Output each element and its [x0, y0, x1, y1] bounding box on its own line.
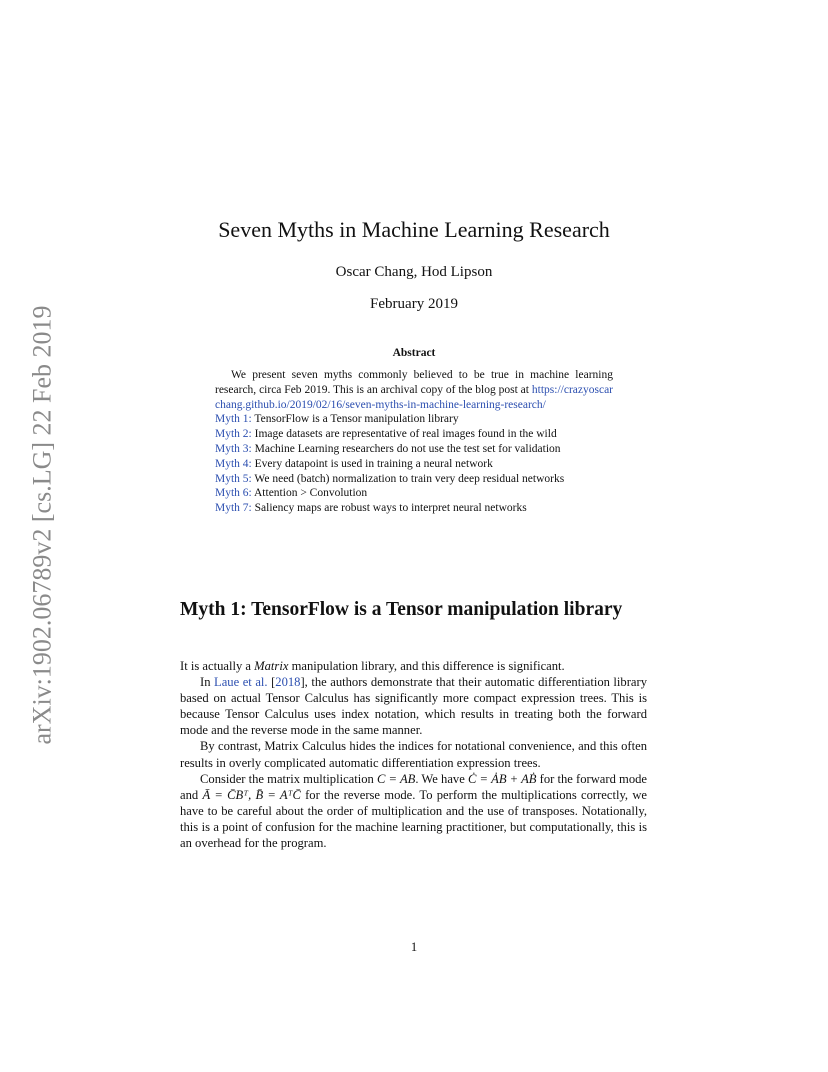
myth-list-item [215, 472, 613, 487]
p4-text-c: for the forward mode and [180, 771, 648, 802]
p2-text-end: , the authors demonstrate that their automatic differentiation library based on actual Tensor Calculus has significantly more compact expression trees. This is because Tensor Calculus uses index notation, which results in treating both the forward mode and the reverse mode in the same manner. [180, 675, 647, 738]
myth-5-text: We need (batch) normalization to train very deep residual networks [254, 472, 565, 485]
section-heading: Myth 1: TensorFlow is a Tensor manipulation library [180, 599, 623, 620]
paragraph-4 [180, 771, 647, 851]
citation-laue-link[interactable]: Laue et al. [214, 675, 268, 690]
myth-5-link[interactable]: Myth 5: [215, 472, 252, 485]
myth-2-link[interactable]: Myth 2: [215, 428, 252, 441]
equation-forward-mode: Ċ = ȦB + AḂ [467, 771, 537, 786]
myth-list-item [215, 442, 613, 457]
equation-c-ab: C = AB [376, 771, 416, 786]
myth-4-text: Every datapoint is used in training a neural network [254, 457, 493, 470]
paper-date: February 2019 [370, 296, 458, 312]
paragraph-2: In Laue et al. [2018], the authors demonstrate that their automatic differentiation library based on actual Tensor Calculus has significantly more compact expression trees. This is because Tensor Calculus uses index notation, which results in treating both the forward mode and the reverse mode in the same manner. [180, 675, 647, 738]
myth-list-item [215, 486, 613, 501]
paragraph-3: By contrast, Matrix Calculus hides the indices for notational convenience, and this often results in overly complicated automatic differentiation expression trees. [180, 739, 647, 770]
p4-text-b: . We have [415, 771, 468, 786]
p1-text: It is actually a [180, 659, 255, 673]
myth-list-item [215, 457, 613, 472]
myth-1-link[interactable]: Myth 1: [215, 413, 252, 426]
paper-authors: Oscar Chang, Hod Lipson [335, 264, 493, 280]
abstract-body [215, 368, 613, 516]
myth-7-text: Saliency maps are robust ways to interpret neural networks [254, 502, 527, 515]
p1-emphasis: Matrix [254, 659, 289, 673]
myth-list-item [215, 427, 613, 442]
blog-post-link[interactable]: https://crazyoscarchang.github.io/2019/02/16/seven-myths-in-machine-learning-research/ [215, 383, 613, 411]
paragraph-1 [180, 658, 647, 674]
myth-3-link[interactable]: Myth 3: [215, 442, 252, 455]
section-body [180, 658, 647, 851]
paper-title: Seven Myths in Machine Learning Research [218, 217, 610, 242]
arxiv-stamp [26, 290, 60, 760]
p4-text-d: for the reverse mode. To perform the multiplications correctly, we have to be careful about the order of multiplication and the use of transposes. Notationally, this is a point of confusion for the machine learning practitioner, but computationally, this is an overhead for the program. [180, 787, 647, 851]
equation-reverse-mode: Ā = C̄Bᵀ, B̄ = AᵀC̄ [202, 787, 301, 802]
abstract-heading: Abstract [392, 347, 436, 359]
myth-1-text: TensorFlow is a Tensor manipulation library [254, 413, 459, 426]
myth-6-link[interactable]: Myth 6: [215, 487, 252, 500]
abstract-intro-text: We present seven myths commonly believed to be true in machine learning research, circa Feb 2019. This is an archival copy of the blog post at [215, 369, 613, 396]
myth-3-text: Machine Learning researchers do not use the test set for validation [254, 442, 561, 455]
myth-list-item [215, 501, 613, 516]
p1-text-end: manipulation library, and this difference is significant. [288, 659, 565, 673]
myth-6-text: Attention > Convolution [254, 487, 368, 500]
myth-4-link[interactable]: Myth 4: [215, 457, 252, 470]
myth-7-link[interactable]: Myth 7: [215, 502, 252, 515]
p2-text: In [200, 675, 215, 690]
abstract-intro [215, 368, 613, 412]
p4-text-a: Consider the matrix multiplication [200, 771, 377, 786]
arxiv-stamp-text: arXiv:1902.06789v2 [cs.LG] 22 Feb 2019 [28, 305, 57, 745]
myth-2-text: Image datasets are representative of real images found in the wild [254, 428, 557, 441]
myth-list-item [215, 412, 613, 427]
citation-year-link[interactable]: 2018 [275, 675, 301, 690]
page-number: 1 [410, 940, 418, 954]
